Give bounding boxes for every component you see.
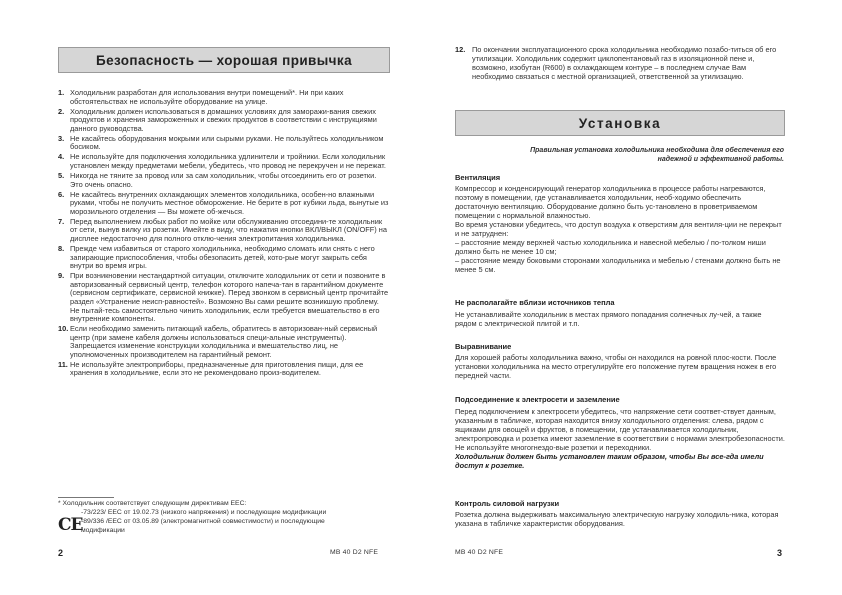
list-item	[58, 153, 390, 170]
directive-line: -73/223/ EEC от 19.02.73 (низкого напряжения) и последующие модификации	[81, 509, 327, 516]
section-heading-load: Контроль силовой нагрузки	[455, 499, 560, 508]
item-text: Холодильник должен использоваться в домашних условиях для заморажи-вания свежих продуктов и хранения замороженных и свежих продуктов в соответствии с инструкциями данного руководства.	[70, 106, 377, 133]
emphasis-note: Холодильник должен быть установлен таким образом, чтобы Вы все-гда имели доступ к розетке.	[455, 452, 764, 471]
paragraph: – расстояние между верхней частью холодильника и навесной мебелью / по-толком ниши должно быть не менее 10 см;	[455, 238, 766, 257]
item-number: 8.	[58, 244, 65, 254]
directive-line: модификации	[81, 527, 125, 534]
item-text: Не касайтесь оборудования мокрыми или сырыми руками. Не пользуйтесь холодильником босиком.	[70, 133, 384, 152]
list-item	[58, 172, 390, 189]
leveling-text: Для хорошей работы холодильника важно, чтобы он находился на ровной плос-кости. После установки холодильника на место отрегулируйте его положение путем вращения ножек в его передней части.	[455, 353, 777, 381]
heat-text: Не устанавливайте холодильник в местах прямого попадания солнечных лу-чей, а также рядом с электрической плитой и т.п.	[455, 310, 762, 329]
item-text: Не используйте для подключения холодильника удлинители и тройники. Если холодильник установлен между предметами мебели, убедитесь, что провод не перекручен и не пережат.	[70, 152, 386, 171]
item-number: 12.	[455, 45, 466, 54]
list-item	[455, 45, 787, 81]
item-text: Перед выполнением любых работ по мойке или обслуживанию отсоедини-те холодильник от сети, вынув вилку из розетки. Имейте в виду, что нажатия кнопки ВКЛ/ВЫКЛ (ON/OFF) на дисплее недостаточно для полного отклю-чения электропитания холодильника.	[70, 216, 387, 244]
item-text: Холодильник разработан для использования внутри помещений*. Ни при каких обстоятельствах не используйте оборудование на улице.	[70, 88, 344, 106]
list-item	[58, 191, 390, 217]
list-item	[58, 272, 390, 323]
section-heading-leveling: Выравнивание	[455, 342, 512, 351]
item-text: При возникновении нестандартной ситуации, отключите холодильник от сети и позвоните в авторизованный сервисный центр, телефон которого напеча-тан в гарантийном документе (сервисном сертификате, сервисной книжке). Перед звонком в сервисный центр прочитайте раздел «Устранение неисп-равностей». Возможно Вы сами решите возникшую проблему. Не пытай-тесь самостоятельно чинить холодильник, если требуется вмешательство в его внутренние компоненты.	[70, 271, 389, 324]
footnote-text: * Холодильник соответствует следующим директивам EEC:	[58, 500, 247, 507]
model-footer: MB 40 D2 NFE	[330, 549, 379, 556]
item-text: Прежде чем избавиться от старого холодильника, необходимо сломать или снять с него запирающие приспособления, чтобы обезопасить детей, кото-рые могут закрыть себя внутри во время игры.	[70, 244, 375, 271]
installation-banner-title: Установка	[578, 115, 662, 131]
list-item	[58, 218, 390, 244]
directive-line: -89/336 /EEC от 03.05.89 (электромагнитной совместимости) и последующие	[81, 518, 325, 525]
section-heading-heat: Не располагайте вблизи источников тепла	[455, 298, 615, 307]
item-text: Если необходимо заменить питающий кабель, обратитесь в авторизован-ный сервисный центр (при замене кабеля должны использоваться специ-альные инструменты). Запрещается изменение конструкции холодильника и вмешательство лиц, не уполномоченных производителем на гарантийный ремонт.	[70, 324, 378, 359]
list-item	[58, 108, 390, 134]
page-number: 3	[777, 548, 783, 558]
item-number: 10.	[58, 324, 69, 334]
load-text: Розетка должна выдерживать максимальную электрическую нагрузку холодиль-ника, которая указана в табличке характеристик оборудования.	[455, 510, 779, 529]
item-number: 2.	[58, 106, 65, 116]
model-footer: MB 40 D2 NFE	[455, 549, 504, 556]
item-number: 11.	[58, 359, 68, 369]
item-number: 3.	[58, 133, 65, 143]
paragraph: – расстояние между боковыми сторонами холодильника и мебелью / стенами должно быть не менее 5 см.	[455, 256, 781, 275]
section-heading-electric: Подсоединение к электросети и заземление	[455, 395, 620, 404]
paragraph: Во время установки убедитесь, что доступ воздуха к отверстиям для вентиля-ции не перекрыт и не затруднен:	[455, 220, 782, 239]
item-number: 4.	[58, 152, 65, 162]
installation-banner	[455, 110, 785, 136]
installation-intro: Правильная установка холодильника необходима для обеспечения его надежной и эффективной работы.	[530, 147, 784, 164]
safety-list	[58, 89, 390, 380]
list-item	[58, 325, 390, 359]
safety-banner	[58, 47, 390, 73]
item-number: 7.	[58, 216, 65, 226]
ce-mark-icon: CE	[58, 515, 83, 535]
item-number: 1.	[58, 88, 65, 97]
item-text: По окончании эксплуатационного срока холодильника необходимо позабо-титься об его утилизации. Холодильник содержит циклопентановый газ в изоляционной пене и, возможно, изобутан (R600) в охлаждающем контуре – в последнем случае Вам необходимо связаться с местной организацией, ответственной за утилизацию.	[472, 45, 777, 82]
item-number: 6.	[58, 189, 65, 199]
item-number: 9.	[58, 271, 65, 281]
list-item	[58, 361, 390, 378]
list-item	[58, 245, 390, 271]
item-text: Не используйте электроприборы, предназначенные для приготовления пищи, для ее хранения в холодильнике, если это не рекомендовано произ-водителем.	[70, 359, 364, 378]
page-number: 2	[58, 548, 64, 558]
footnote-divider	[58, 497, 114, 498]
ventilation-text	[455, 184, 785, 274]
safety-banner-title: Безопасность — хорошая привычка	[96, 52, 352, 68]
section-heading-ventilation: Вентиляция	[455, 173, 501, 182]
item-text: Никогда не тяните за провод или за сам холодильник, чтобы отсоединить его от розетки. Это очень опасно.	[70, 171, 377, 189]
list-item	[58, 89, 390, 106]
electric-text	[455, 407, 785, 470]
right-page	[421, 0, 842, 595]
item-text: Не касайтесь внутренних охлаждающих элементов холодильника, особен-но влажными руками, чтобы не получить местное обморожение. Не берите в рот кубики льда, вынутые из морозильного отделения — Вы можете об-жечься.	[70, 189, 389, 216]
list-item	[58, 135, 390, 152]
paragraph: Компрессор и конденсирующий генератор холодильника в процессе работы нагреваются, поэтому в помещении, где устанавливается холодильник, необ-ходимо обеспечить достаточную вентиляцию. Оборудование должно быть ус-тановлено в проветриваемом помещении с нормальной влажностью.	[455, 184, 766, 221]
paragraph: Перед подключением к электросети убедитесь, что напряжение сети соответ-ствует данным, указанным в табличке, которая находится внизу холодильного отделения: слева, рядом с ящиками для овощей и фруктов, в помещении, где устанавливается холодильник, электропроводка и розетка имеют заземление в соответствии с нормами электробезопасности. Не используйте многогнездо-вые розетки и переходники.	[455, 407, 785, 453]
item-number: 5.	[58, 171, 65, 181]
